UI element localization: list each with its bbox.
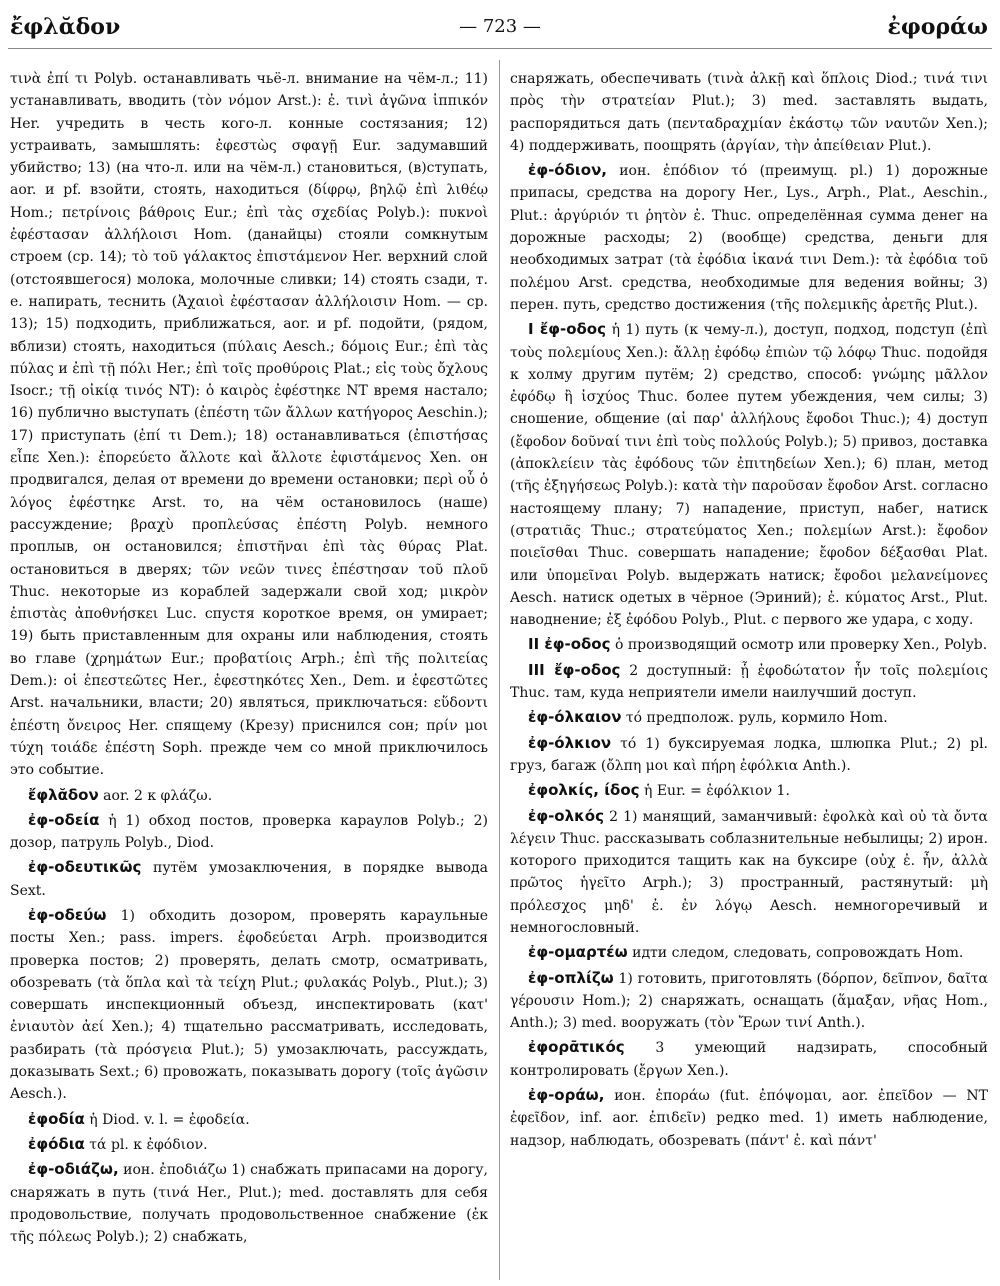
- dictionary-entry: ἐφ-οδευτικῶς путём умозаключения, в порядке вывода Sext.: [10, 858, 488, 899]
- dictionary-entry: I ἔφ-οδος ἡ 1) путь (к чему-л.), доступ, подход, подступ (ἐπὶ τοὺς πολεμίους Xen.): ἄλλῃ ἐφόδῳ ἐπιὼν τῷ λόφῳ Thuc. подойдя к холму другим путём; 2) средство, способ: γνώμης μᾶλλον ἐφόδῳ ἢ ἰσχύος Thuc. более путем убеждения, чем силы; 3) сношение, общение (αἱ παρ' ἀλλήλους ἔφοδοι Thuc.); 4) доступ (ἔφοδον δοῦναί τινι ἐπὶ τοὺς πολλούς Polyb.); 5) привоз, доставка (ἀποκλείειν τὰς ἐφόδους τῶν ἐπιτηδείων Xen.); 6) план, метод (τῆς ἐξηγήσεως Polyb.): κατὰ τὴν παροῦσαν ἔφοδον Arst. согласно настоящему плану; 7) нападение, приступ, набег, натиск (στρατιᾶς Thuc.; στρατεύματος Xen.; πολεμίων Arst.): ἔφοδον ποιεῖσθαι Thuc. совершать нападение; ἔφοδον δέξασθαι Plat. или ὑπομεῖναι Polyb. выдержать натиск; ἔφοδοι μελανείμονες Aesch. натиск одетых в чёрное (Эриний); ἐ. κύματος Arst., Plut. наводнение; ἐξ ἐφόδου Polyb., Plut. с первого же удара, с ходу.: [510, 320, 988, 629]
- dictionary-entry: ἔφλᾰδον aor. 2 к φλάζω.: [28, 785, 213, 804]
- dictionary-entry: ἐφ-ομαρτέω идти следом, следовать, сопровождать Hom.: [528, 943, 964, 962]
- page-number: — 723 —: [459, 16, 541, 37]
- headword: ἐφολκίς, ίδος: [528, 781, 640, 800]
- continued-entry: τινὰ ἐπί τι Polyb. останавливать чьё-л. внимание на чём-л.; 11) устанавливать, вводить (τὸν νόμον Arst.): ἐ. τινὶ ἀγῶνα ἱππικόν Her. учредить в честь кого-л. конные состязания; 12) устраивать, замышлять: ἐφεστὼς σφαγῇ Eur. задумавший убийство; 13) (на что-л. или на чём-л.) становиться, (в)ступать, aor. и pf. взойти, стоять, находиться (δίφρῳ, βηλῷ ἐπὶ λιθέῳ Hom.; πετρίνοις βάθροις Eur.; ἐπὶ τὰς σχεδίας Polyb.): πυκνοὶ ἐφέστασαν ἀλλήλοισι Hom. (данайцы) стояли сомкнутым строем (ср. 14); τὸ τοῦ γάλακτος ἐπιστάμενον Her. верхний слой (отстоявшегося) молока, молочные сливки; 14) стоять сзади, т. е. напирать, теснить (Ἀχαιοὶ ἐφέστασαν ἀλλήλοισιν Hom. — ср. 13); 15) подходить, приближаться, aor. и pf. подойти, (рядом, вблизи) стоять, находиться (πύλαις Aesch.; δόμοις Eur.; ἐπὶ τὰς πύλας и ἐπὶ τῇ πόλι Her.; ἐπὶ τοῖς προθύροις Plat.; εἰς τοὺς ὄχλους Isocr.; τῇ οἰκίᾳ τινός NT): ὁ καιρὸς ἐφέστηκε NT время настало; 16) публично выступать (ἐπέστη τῶν ἄλλων κατήγορος Aeschin.); 17) приступать (ἐπί τι Dem.); 18) останавливаться (ἐπιστήσας εἶπε Xen.): ἐπορεύετο ἄλλοτε καὶ ἄλλοτε ἐφιστάμενος Xen. он продвигался, делая от времени до времени остановки; περὶ οὗ ὁ λόγος ἐφέστηκε Arst. то, на чём остановилось (наше) рассуждение; βραχὺ προπλεύσας ἐπέστη Polyb. немного проплыв, он остановился; ἐπιστῆναι ἐπὶ τὰς θύρας Plat. остановиться в дверях; τῶν νεῶν τινες ἐπέστησαν τοῦ πλοῦ Thuc. некоторые из кораблей задержали свой ход; μικρὸν ἐπιστὰς ἀποθνήσκει Luc. спустя короткое время, он умирает; 19) быть приставленным для охраны или наблюдения, стоять во главе (χρημάτων Eur.; προβατίοις Arph.; ἐπὶ τῆς πολιτείας Dem.): οἱ ἐπεστεῶτες Her., ἐφεστηκότες Xen., Dem. и ἐφεστῶτες Arst. начальники, власти; 20) являться, приключаться: εὕδοντι ἐπέστη ὄνειρος Her. спящему (Крезу) приснился сон; πρίν μοι τύχη τοιάδε ἐπέστη Soph. прежде чем со мной приключилось это событие.: [10, 71, 488, 779]
- headword: ἐφ-όλκιον: [528, 733, 612, 752]
- running-head-right: ἐφοράω: [887, 14, 988, 40]
- header-rule: [8, 48, 992, 49]
- dictionary-entry: ἐφ-οδεύω 1) обходить дозором, проверять караульные посты Xen.; pass. impers. ἐφοδεύεται Arph. производится проверка постов; 2) проверять, делать смотр, осматривать, обозревать (τὰ ὅπλα καὶ τὰ τείχη Plut.; φυλακάς Polyb., Plut.); 3) совершать инспекционный объезд, инспектировать (κατ' ἐνιαυτὸν ἀεί Xen.); 4) тщательно рассматривать, исследовать, разбирать (τὰ πρόσγεια Plut.); 5) умозаключать, рассуждать, доказывать Sext.; 6) провожать, показывать дорогу (τοῖς ἀγῶσιν Aesch.).: [10, 905, 488, 1103]
- dictionary-entry: ἐφ-ολκός 2 1) манящий, заманчивый: ἐφολκὰ καὶ οὐ τὰ ὄντα λέγειν Thuc. рассказывать соблазнительные небылицы; 2) ирон. которого приходится тащить как на буксире (οὐχ ἐ. ἦν, ἀλλὰ πρῶτος ἡγεῖτο Arph.); 3) пространный, растянутый: μὴ πρόλεσχος μηδ' ἐ. ἐν λόγῳ Aesch. немногоречивый и немногословный.: [510, 806, 988, 936]
- page-header: [0, 0, 1000, 60]
- headword: ἐφ-όλκαιον: [528, 708, 622, 727]
- dictionary-entry: ἐφοδία ἡ Diod. v. l. = ἐφοδεία.: [28, 1109, 250, 1128]
- headword: ἔφλᾰδον: [28, 785, 99, 804]
- dictionary-entry: ἐφ-οπλίζω 1) готовить, приготовлять (δόρπον, δεῖπνον, δαῖτα γέρουσιν Hom.); 2) снаряжать, оснащать (ἅμαξαν, νῆας Hom., Anth.); 3) med. вооружать (τὸν Ἔρων τινί Anth.).: [510, 968, 988, 1032]
- headword: ἐφ-ολκός: [528, 806, 604, 825]
- dictionary-entry: ἐφ-όλκαιον τό предполож. руль, кормило Hom.: [528, 708, 888, 727]
- right-column: [510, 68, 988, 1278]
- headword: ἐφ-οδευτικῶς: [28, 858, 142, 877]
- headword: I ἔφ-οδος: [528, 320, 607, 339]
- dictionary-entry: ἐφορᾱτικός 3 умеющий надзирать, способный контролировать (ἔργων Xen.).: [510, 1038, 988, 1079]
- dictionary-entry: ἐφ-οράω, ион. ἐποράω (fut. ἐπόψομαι, aor. ἐπεῖδον — NT ἐφεῖδον, inf. aor. ἐπιδεῖν) редко med. 1) иметь наблюдение, надзор, наблюдать, обозревать (πάντ' ἐ. καὶ πάντ': [510, 1086, 988, 1149]
- headword: ἐφ-οδιάζω,: [28, 1160, 119, 1179]
- headword: III ἔφ-οδος: [528, 660, 621, 679]
- headword: ἐφόδια: [28, 1134, 85, 1153]
- column-divider: [499, 60, 500, 1280]
- headword: ἐφ-οράω,: [528, 1086, 605, 1105]
- headword: ἐφορᾱτικός: [528, 1038, 625, 1057]
- dictionary-entry: ἐφ-οδιάζω, ион. ἐποδιάζω 1) снабжать припасами на дорогу, снаряжать в путь (τινά Her., Plut.); med. доставлять для себя продовольствие, получать продовольственное снабжение (ἐκ τῆς πόλεως Polyb.); 2) снабжать,: [10, 1160, 488, 1246]
- headword: ἐφ-όδιον,: [528, 161, 607, 180]
- dictionary-entry: ἐφόδια τά pl. к ἐφόδιον.: [28, 1134, 208, 1153]
- dictionary-entry: II ἐφ-οδος ὁ производящий осмотр или проверку Xen., Polyb.: [528, 635, 988, 654]
- continued-entry: снаряжать, обеспечивать (τινὰ ἀλκῇ καὶ ὅπλοις Diod.; τινά τινι πρὸς τὴν στρατείαν Plut.); 3) med. заставлять выдать, распорядиться дать (πενταδραχμίαν ἑκάστῳ τῶν ναυτῶν Xen.); 4) поддерживать, поощрять (ἀργίαν, τὴν ἀπείθειαν Plut.).: [510, 71, 988, 154]
- headword: ἐφ-οδεία: [28, 810, 100, 829]
- dictionary-entry: ἐφ-όλκιον τό 1) буксируемая лодка, шлюпка Plut.; 2) pl. груз, багаж (ὄλπη μοι καὶ πήρη ἐφόλκια Anth.).: [510, 733, 988, 774]
- headword: II ἐφ-οδος: [528, 635, 611, 654]
- headword: ἐφ-οπλίζω: [528, 968, 614, 987]
- dictionary-entry: ἐφ-όδιον, ион. ἐπόδιον τό (преимущ. pl.) 1) дорожные припасы, средства на дорогу Her., Lys., Arph., Plat., Aeschin., Plut.: ἀργύριόν τι ῥητὸν ἐ. Thuc. определённая сумма денег на дорожные расходы; 2) (вообще) средства, деньги для необходимых затрат (τὰ ἐφόδια ἱκανά τινι Dem.): τὰ ἐφόδια τοῦ πολέμου Arst. средства, необходимые для ведения войны; 3) перен. путь, средство достижения (τῆς πολεμικῆς ἀρετῆς Plut.).: [510, 161, 988, 313]
- left-column: [10, 68, 488, 1278]
- dictionary-entry: III ἔφ-οδος 2 доступный: ᾗ ἐφοδώτατον ἦν τοῖς πολεμίοις Thuc. там, куда неприятели имели наилучший доступ.: [510, 660, 988, 702]
- dictionary-entry: ἐφ-οδεία ἡ 1) обход постов, проверка караулов Polyb.; 2) дозор, патруль Polyb., Diod.: [10, 810, 488, 852]
- headword: ἐφοδία: [28, 1109, 85, 1128]
- headword: ἐφ-ομαρτέω: [528, 943, 628, 962]
- running-head-left: ἔφλᾰδον: [10, 14, 121, 40]
- dictionary-entry: ἐφολκίς, ίδος ἡ Eur. = ἐφόλκιον 1.: [528, 781, 790, 800]
- headword: ἐφ-οδεύω: [28, 905, 107, 924]
